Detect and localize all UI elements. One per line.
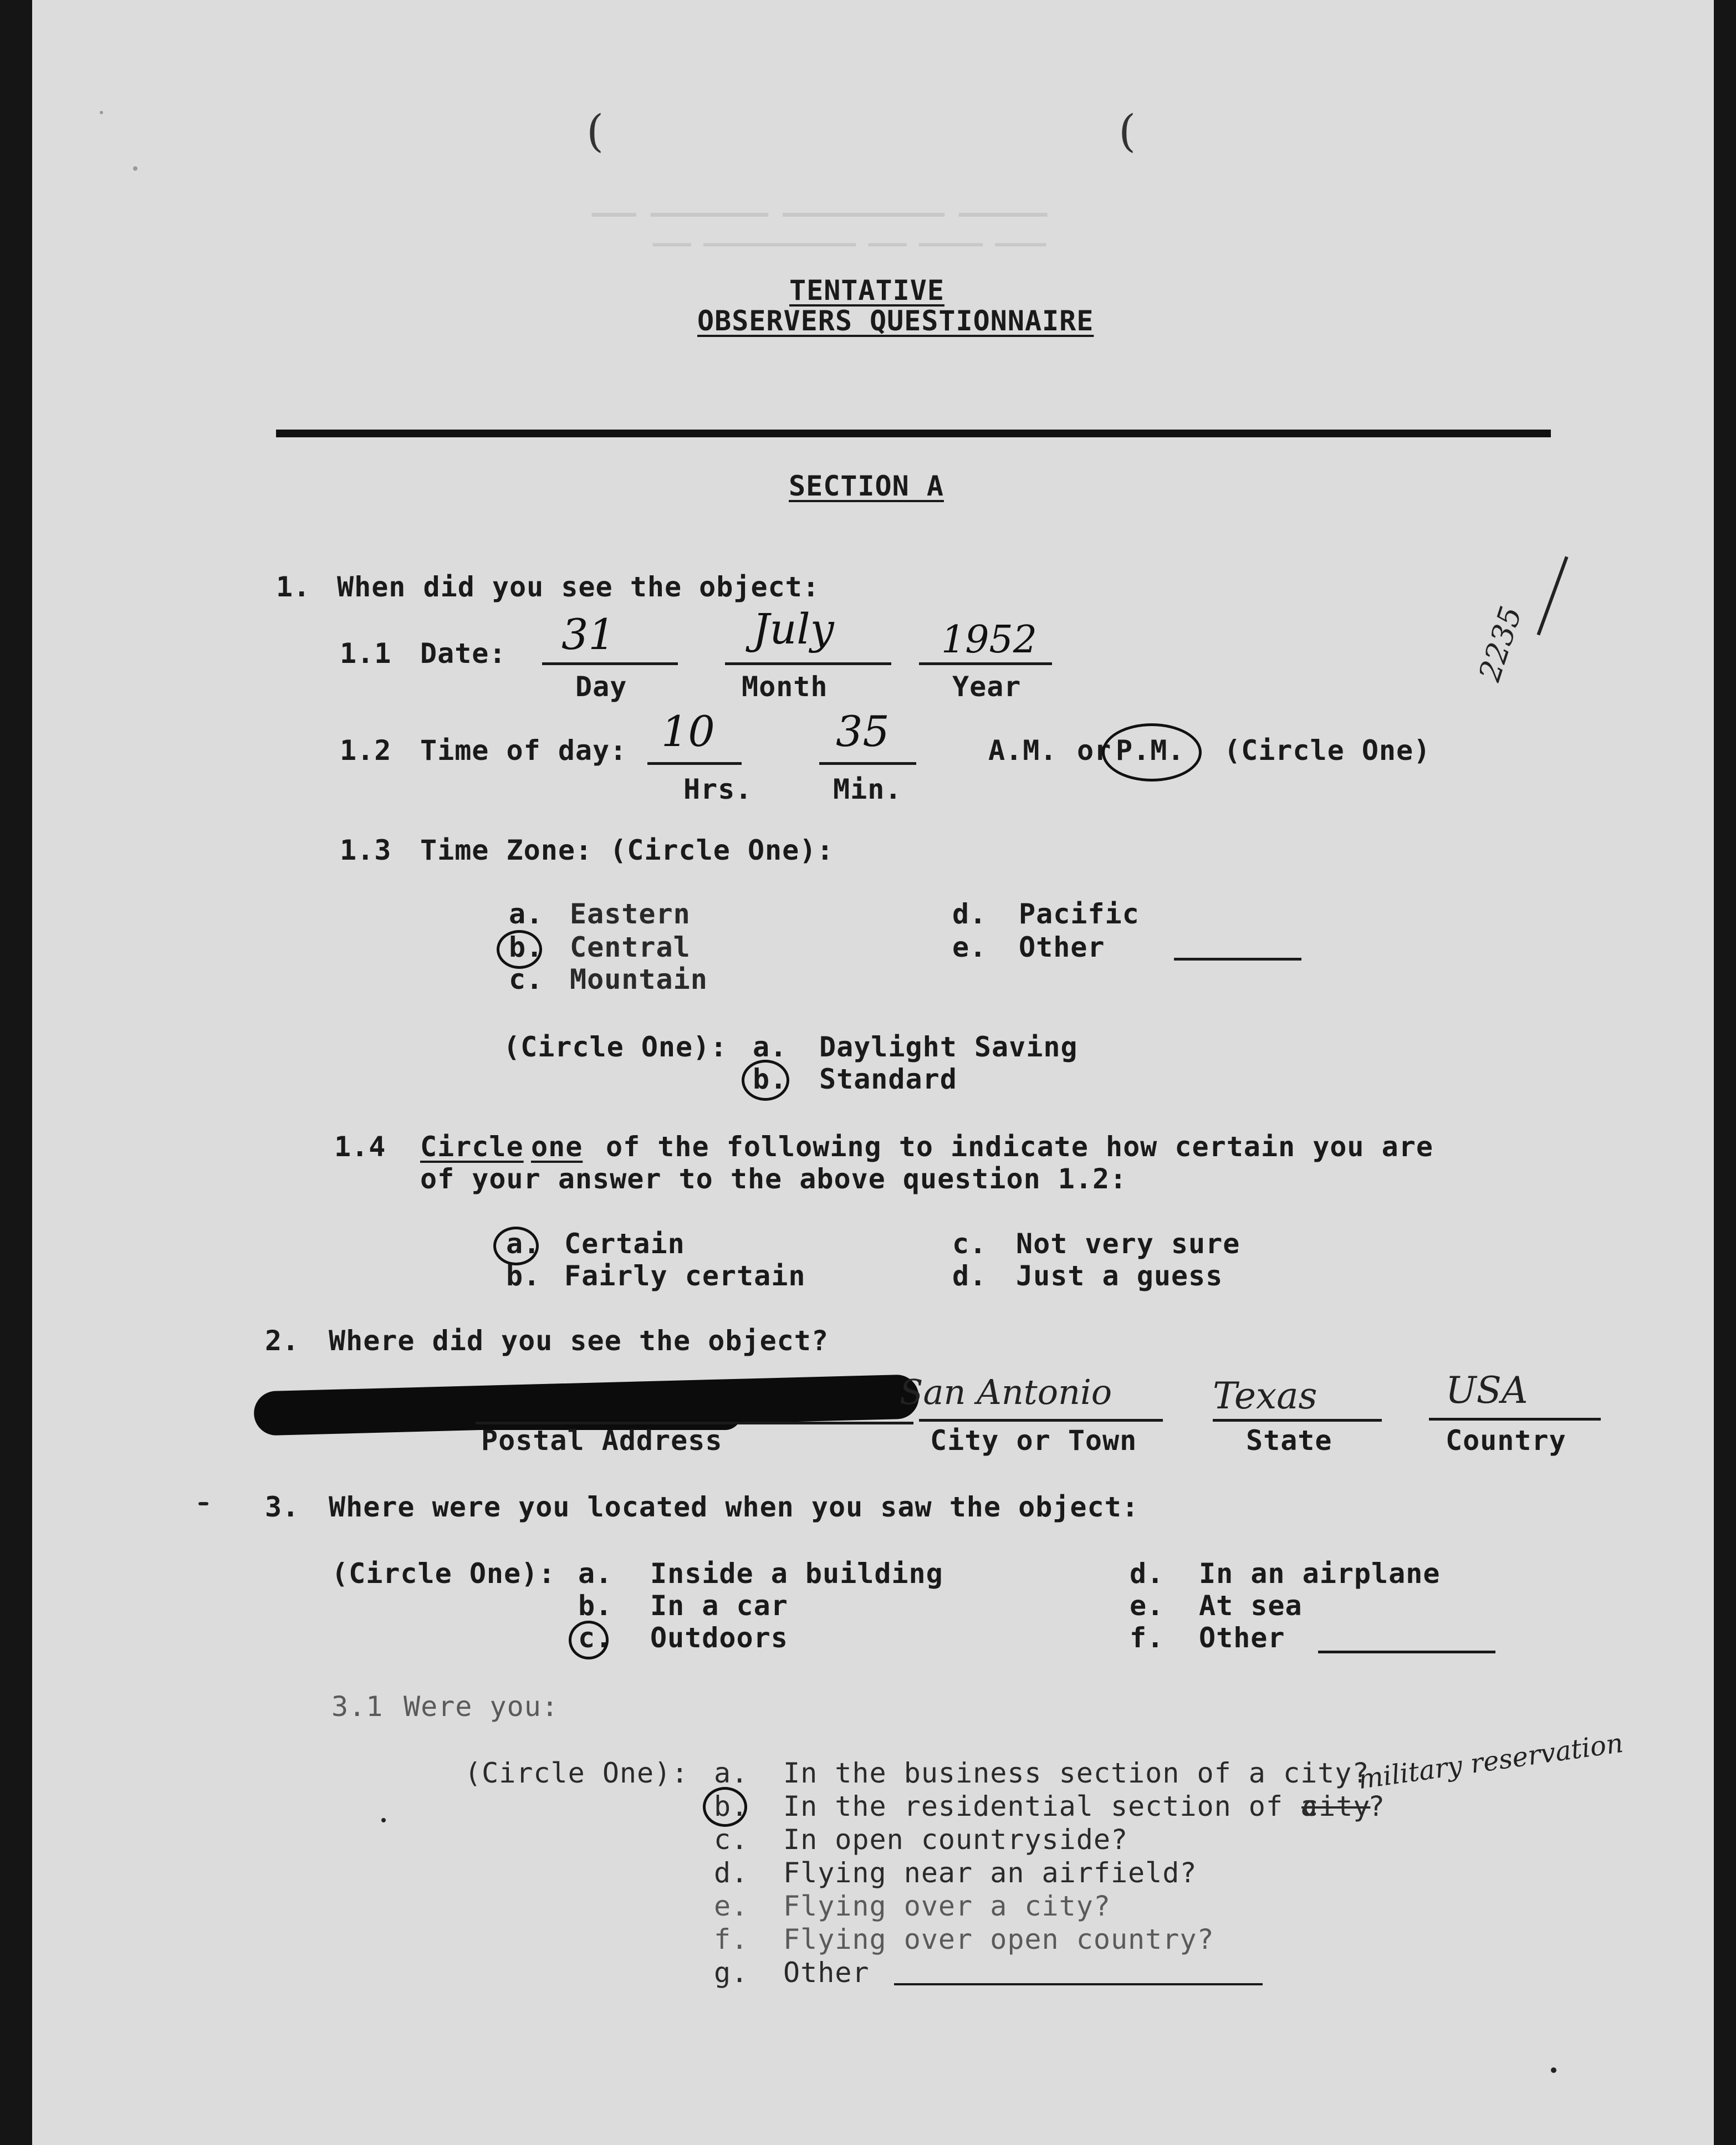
q3-1-flying-near-airfield: Flying near an airfield?: [783, 1857, 1197, 1889]
header-divider: [276, 430, 1551, 437]
q3-1-label: Were you:: [404, 1691, 559, 1723]
time-or-text: or: [1077, 734, 1112, 767]
q3-outdoors: Outdoors: [650, 1622, 788, 1654]
q1-1-number: 1.1: [340, 637, 392, 670]
certainty-letter-c: c.: [952, 1228, 987, 1260]
state-line: [1213, 1419, 1382, 1422]
time-min-value: 35: [836, 707, 890, 756]
q1-2-label: Time of day:: [420, 734, 627, 767]
q3-1-business-section: In the business section of a city?: [783, 1757, 1370, 1789]
q2-number: 2.: [265, 1325, 300, 1357]
outdoors-circle-mark: [569, 1621, 609, 1659]
date-day-value: 31: [561, 610, 615, 659]
date-month-line: [725, 662, 891, 665]
bleed-through-text: ▁▁▁ ▁▁▁▁▁▁▁▁▁▁▁▁ ▁▁▁ ▁▁▁▁▁ ▁▁▁▁: [653, 222, 1046, 246]
q3-circle-label: (Circle One):: [331, 1557, 556, 1590]
q3-letter-e: e.: [1130, 1590, 1165, 1622]
margin-note-number: 2235: [1472, 602, 1529, 686]
date-year-caption: Year: [952, 671, 1022, 703]
date-day-caption: Day: [575, 671, 627, 703]
q3-1-residential-section: In the residential section of a: [783, 1790, 1318, 1822]
section-a-heading: SECTION A: [789, 470, 944, 502]
q3-letter-d: d.: [1130, 1557, 1165, 1590]
title-tentative: TENTATIVE: [789, 274, 944, 307]
title-observers-questionnaire: OBSERVERS QUESTIONNAIRE: [697, 305, 1094, 337]
time-pm-option: P.M.: [1116, 734, 1185, 767]
q3-other: Other: [1199, 1622, 1285, 1654]
q2-question: Where did you see the object?: [329, 1325, 829, 1357]
q3-1-question-mark: ?: [1368, 1790, 1386, 1822]
q3-other-line: [1318, 1651, 1495, 1653]
q3-number: 3.: [265, 1491, 300, 1523]
zone-letter-c: c.: [509, 963, 544, 995]
date-year-value: 1952: [941, 618, 1038, 662]
q3-1-letter-e: e.: [714, 1890, 749, 1922]
q3-letter-a: a.: [578, 1557, 613, 1590]
standard-circle-mark: [742, 1060, 789, 1101]
q3-question: Where were you located when you saw the object:: [329, 1491, 1139, 1523]
zone-letter-d: d.: [952, 898, 987, 930]
q3-1-struck-city: city: [1301, 1790, 1371, 1822]
date-day-line: [542, 662, 678, 665]
time-hrs-caption: Hrs.: [683, 773, 753, 805]
speck: [133, 166, 137, 171]
state-caption: State: [1246, 1424, 1332, 1457]
margin-mark: (: [1119, 105, 1136, 157]
state-value: Texas: [1213, 1375, 1318, 1417]
speck: [198, 1502, 208, 1505]
q1-3-number: 1.3: [340, 834, 392, 866]
speck: [381, 1818, 386, 1822]
date-month-caption: Month: [742, 671, 828, 703]
q3-in-an-airplane: In an airplane: [1199, 1557, 1441, 1590]
q3-in-a-car: In a car: [650, 1590, 788, 1622]
q3-1-letter-a: a.: [714, 1757, 749, 1789]
time-circle-note: (Circle One): [1224, 734, 1431, 767]
city-value: San Antonio: [900, 1372, 1112, 1412]
postal-address-caption: Postal Address: [481, 1424, 723, 1457]
date-year-line: [919, 662, 1052, 665]
q3-1-other-line: [894, 1983, 1263, 1985]
q3-at-sea: At sea: [1199, 1590, 1303, 1622]
dst-letter-a: a.: [753, 1031, 788, 1063]
zone-other: Other: [1019, 931, 1105, 963]
zone-letter-b: b.: [509, 931, 544, 963]
certainty-text-line1: of the following to indicate how certain you are: [606, 1131, 1433, 1163]
time-am-option: A.M.: [988, 734, 1058, 767]
country-caption: Country: [1446, 1424, 1566, 1457]
bleed-through-text: ▁▁▁ ▁▁▁▁▁▁▁▁ ▁▁▁▁▁▁▁▁▁▁▁ ▁▁▁▁▁▁: [592, 188, 1048, 217]
q3-1-letter-b: b.: [714, 1790, 749, 1822]
speck: [100, 111, 103, 114]
q3-1-letter-g: g.: [714, 1957, 749, 1989]
zone-eastern: Eastern: [570, 898, 691, 930]
certainty-text-line2: of your answer to the above question 1.2:: [420, 1163, 1127, 1195]
margin-mark: (: [586, 105, 604, 157]
certainty-not-very-sure: Not very sure: [1016, 1228, 1240, 1260]
zone-pacific: Pacific: [1019, 898, 1140, 930]
certainty-just-a-guess: Just a guess: [1016, 1260, 1223, 1292]
q3-1-circle-label: (Circle One):: [464, 1757, 689, 1789]
certainty-certain: Certain: [564, 1228, 685, 1260]
dst-daylight-saving: Daylight Saving: [819, 1031, 1078, 1063]
q3-inside-building: Inside a building: [650, 1557, 943, 1590]
q3-letter-b: b.: [578, 1590, 613, 1622]
date-month-value: July: [753, 604, 834, 653]
country-value: USA: [1446, 1369, 1528, 1412]
q1-4-number: 1.4: [334, 1131, 386, 1163]
dst-circle-label: (Circle One):: [503, 1031, 728, 1063]
q3-letter-c: c.: [578, 1622, 613, 1654]
zone-mountain: Mountain: [570, 963, 708, 995]
certainty-fairly-certain: Fairly certain: [564, 1260, 806, 1292]
q1-3-label: Time Zone: (Circle One):: [420, 834, 834, 866]
q1-1-label: Date:: [420, 637, 507, 670]
q3-1-letter-f: f.: [714, 1923, 749, 1955]
q3-letter-f: f.: [1130, 1622, 1165, 1654]
pm-circle-mark: [1102, 723, 1202, 782]
residential-circle-mark: [703, 1787, 747, 1827]
q3-1-flying-over-city: Flying over a city?: [783, 1890, 1111, 1922]
country-line: [1429, 1418, 1601, 1421]
document-page: [32, 0, 1714, 2145]
q1-number: 1.: [276, 571, 311, 603]
q3-1-open-countryside: In open countryside?: [783, 1824, 1129, 1856]
q3-1-number: 3.1: [331, 1691, 384, 1723]
zone-central: Central: [570, 931, 691, 963]
q3-1-other: Other: [783, 1957, 870, 1989]
certainty-one-word: one: [531, 1131, 583, 1163]
dst-letter-b: b.: [753, 1063, 788, 1095]
q1-question: When did you see the object:: [337, 571, 820, 603]
time-min-line: [819, 762, 916, 765]
handwritten-military-reservation: military reservation: [1356, 1727, 1625, 1796]
time-hrs-value: 10: [661, 707, 715, 756]
certainty-letter-a: a.: [506, 1228, 541, 1260]
q3-1-flying-over-open-country: Flying over open country?: [783, 1923, 1214, 1955]
speck: [1551, 2067, 1556, 2073]
city-caption: City or Town: [930, 1424, 1137, 1457]
q3-1-letter-d: d.: [714, 1857, 749, 1889]
certainty-letter-b: b.: [506, 1260, 541, 1292]
time-min-caption: Min.: [833, 773, 902, 805]
dst-standard: Standard: [819, 1063, 957, 1095]
certainty-circle-word: Circle: [420, 1131, 524, 1163]
certainty-letter-d: d.: [952, 1260, 987, 1292]
q3-1-letter-c: c.: [714, 1824, 749, 1856]
city-line: [919, 1419, 1163, 1422]
margin-pen-stroke: [1537, 556, 1569, 635]
zone-letter-e: e.: [952, 931, 987, 963]
zone-letter-a: a.: [509, 898, 544, 930]
zone-other-line: [1174, 958, 1301, 961]
time-hrs-line: [647, 762, 742, 765]
q1-2-number: 1.2: [340, 734, 392, 767]
